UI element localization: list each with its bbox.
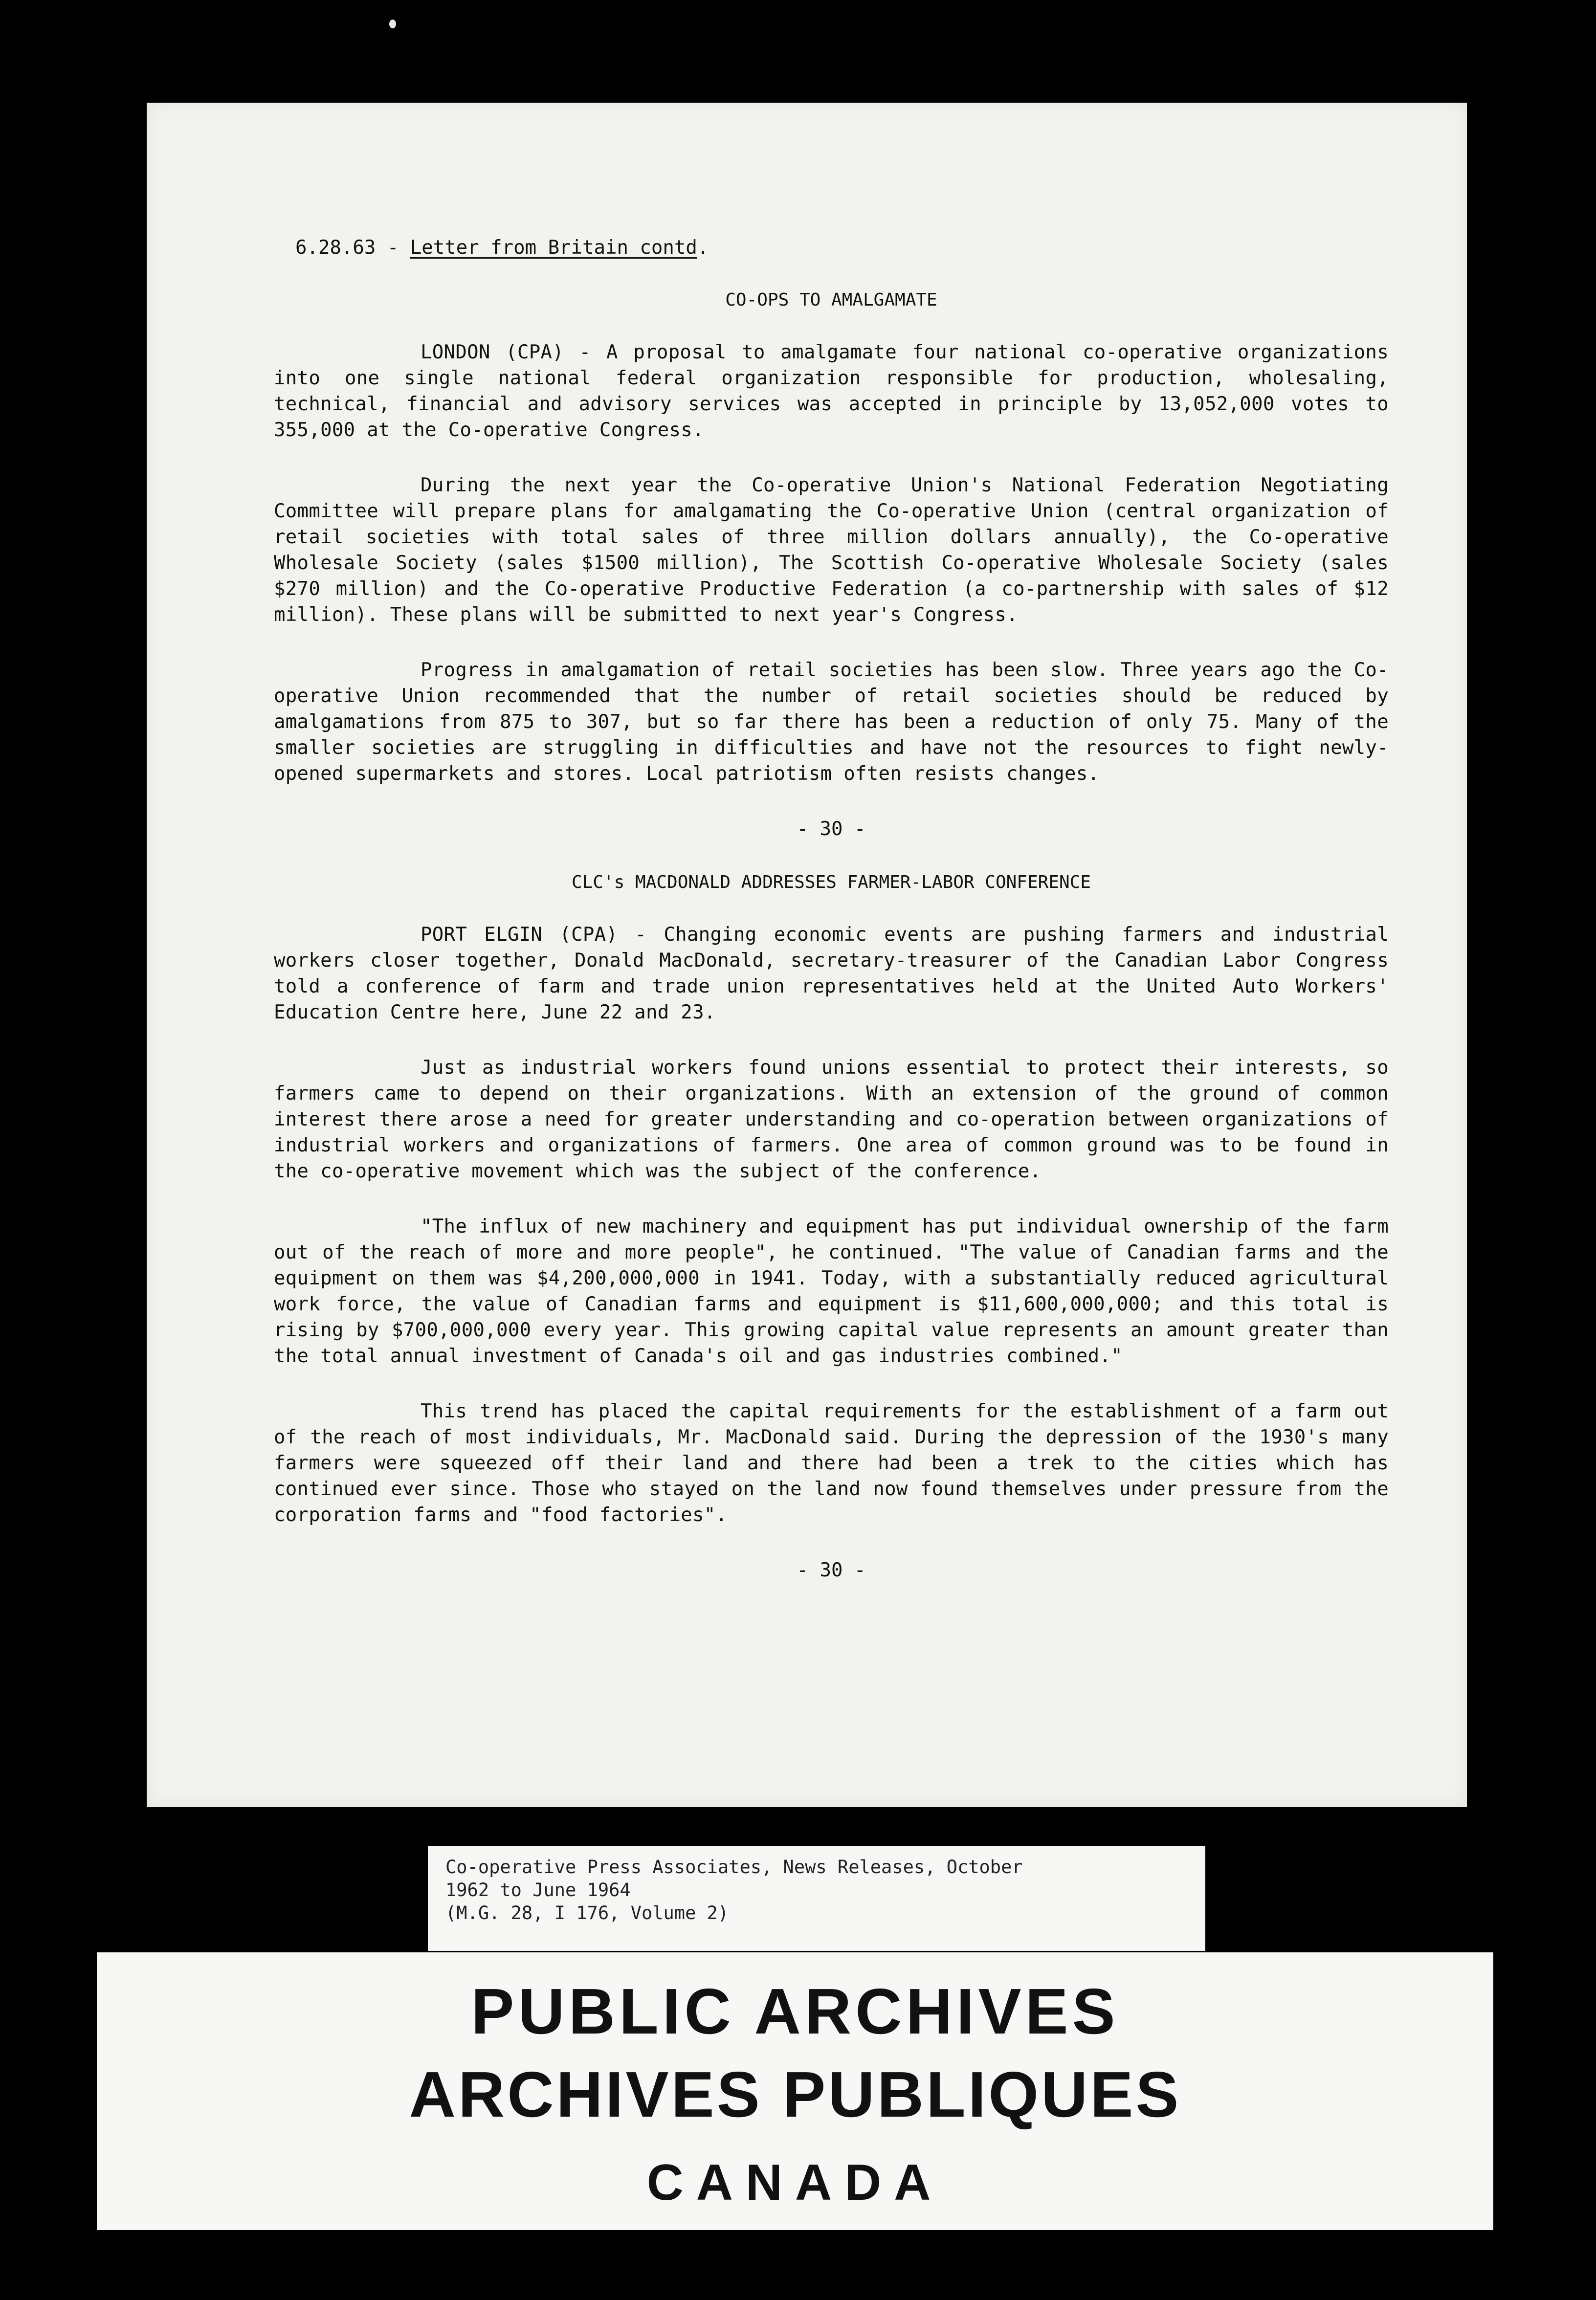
archives-title-fr: ARCHIVES PUBLIQUES <box>409 2058 1181 2130</box>
archives-title-en: PUBLIC ARCHIVES <box>471 1975 1119 2047</box>
citation-line: (M.G. 28, I 176, Volume 2) <box>445 1902 729 1924</box>
paragraph: LONDON (CPA) - A proposal to amalgamate four national co-operative organizations into one single national federal organization responsible for production, wholesaling, technical, financial and advisory services was accepted in principle by 13,052,000 votes to 355,000 at the Co-operative Congress. <box>274 341 1389 441</box>
section-heading: CLC's MACDONALD ADDRESSES FARMER-LABOR CONFERENCE <box>571 872 1091 892</box>
citation-slip <box>428 1846 1205 1951</box>
paragraph: This trend has placed the capital requirements for the establishment of a farm out of the reach of most individuals, Mr. MacDonald said. During the depression of the 1930's many farmers were squeezed off their land and there had been a trek to the cities which has continued ever since. Those who stayed on the land now found themselves under pressure from the corporation farms and "food factories". <box>274 1400 1389 1526</box>
film-speck <box>389 20 396 28</box>
page-number: - 30 - <box>797 818 866 840</box>
archives-banner <box>97 1952 1493 2230</box>
page-number: - 30 - <box>797 1559 866 1581</box>
dateline-prefix: 6.28.63 - <box>295 237 410 259</box>
dateline-title: Letter from Britain contd <box>410 237 697 259</box>
document-text <box>274 235 1389 1611</box>
paragraph: Just as industrial workers found unions essential to protect their interests, so farmers came to depend on their organizations. With an extension of the ground of common interest there arose a need for greater understanding and co-operation between organizations of industrial workers and organizations of farmers. One area of common ground was to be found in the co-operative movement which was the subject of the conference. <box>274 1057 1389 1182</box>
citation-line: 1962 to June 1964 <box>445 1880 631 1901</box>
section-heading: CO-OPS TO AMALGAMATE <box>725 290 937 310</box>
paragraph: PORT ELGIN (CPA) - Changing economic events are pushing farmers and industrial workers closer together, Donald MacDonald, secretary-treasurer of the Canadian Labor Congress told a conference of farm and trade union representatives held at the United Auto Workers' Education Centre here, June 22 and 23. <box>274 924 1389 1023</box>
dateline <box>295 235 1389 261</box>
dateline-suffix: . <box>697 237 709 259</box>
paragraph: "The influx of new machinery and equipment has put individual ownership of the farm out of the reach of more and more people", he continued. "The value of Canadian farms and the equipment on them was $4,200,000,000 in 1941. Today, with a substantially reduced agricultural work force, the value of Canadian farms and equipment is $11,600,000,000; and this total is rising by $700,000,000 every year. This growing capital value represents an amount greater than the total annual investment of Canada's oil and gas industries combined." <box>274 1216 1389 1367</box>
archives-country: CANADA <box>646 2154 944 2211</box>
paragraph: Progress in amalgamation of retail societies has been slow. Three years ago the Co-operative Union recommended that the number of retail societies should be reduced by amalgamations from 875 to 307, but so far there has been a reduction of only 75. Many of the smaller societies are struggling in difficulties and have not the resources to fight newly-opened supermarkets and stores. Local patriotism often resists changes. <box>274 659 1389 785</box>
citation-line: Co-operative Press Associates, News Releases, October <box>445 1857 1023 1878</box>
paragraph: During the next year the Co-operative Union's National Federation Negotiating Committee will prepare plans for amalgamating the Co-operative Union (central organization of retail societies with total sales of three million dollars annually), the Co-operative Wholesale Society (sales $1500 million), The Scottish Co-operative Wholesale Society (sales $270 million) and the Co-operative Productive Federation (a co-partnership with sales of $12 million). These plans will be submitted to next year's Congress. <box>274 474 1389 626</box>
